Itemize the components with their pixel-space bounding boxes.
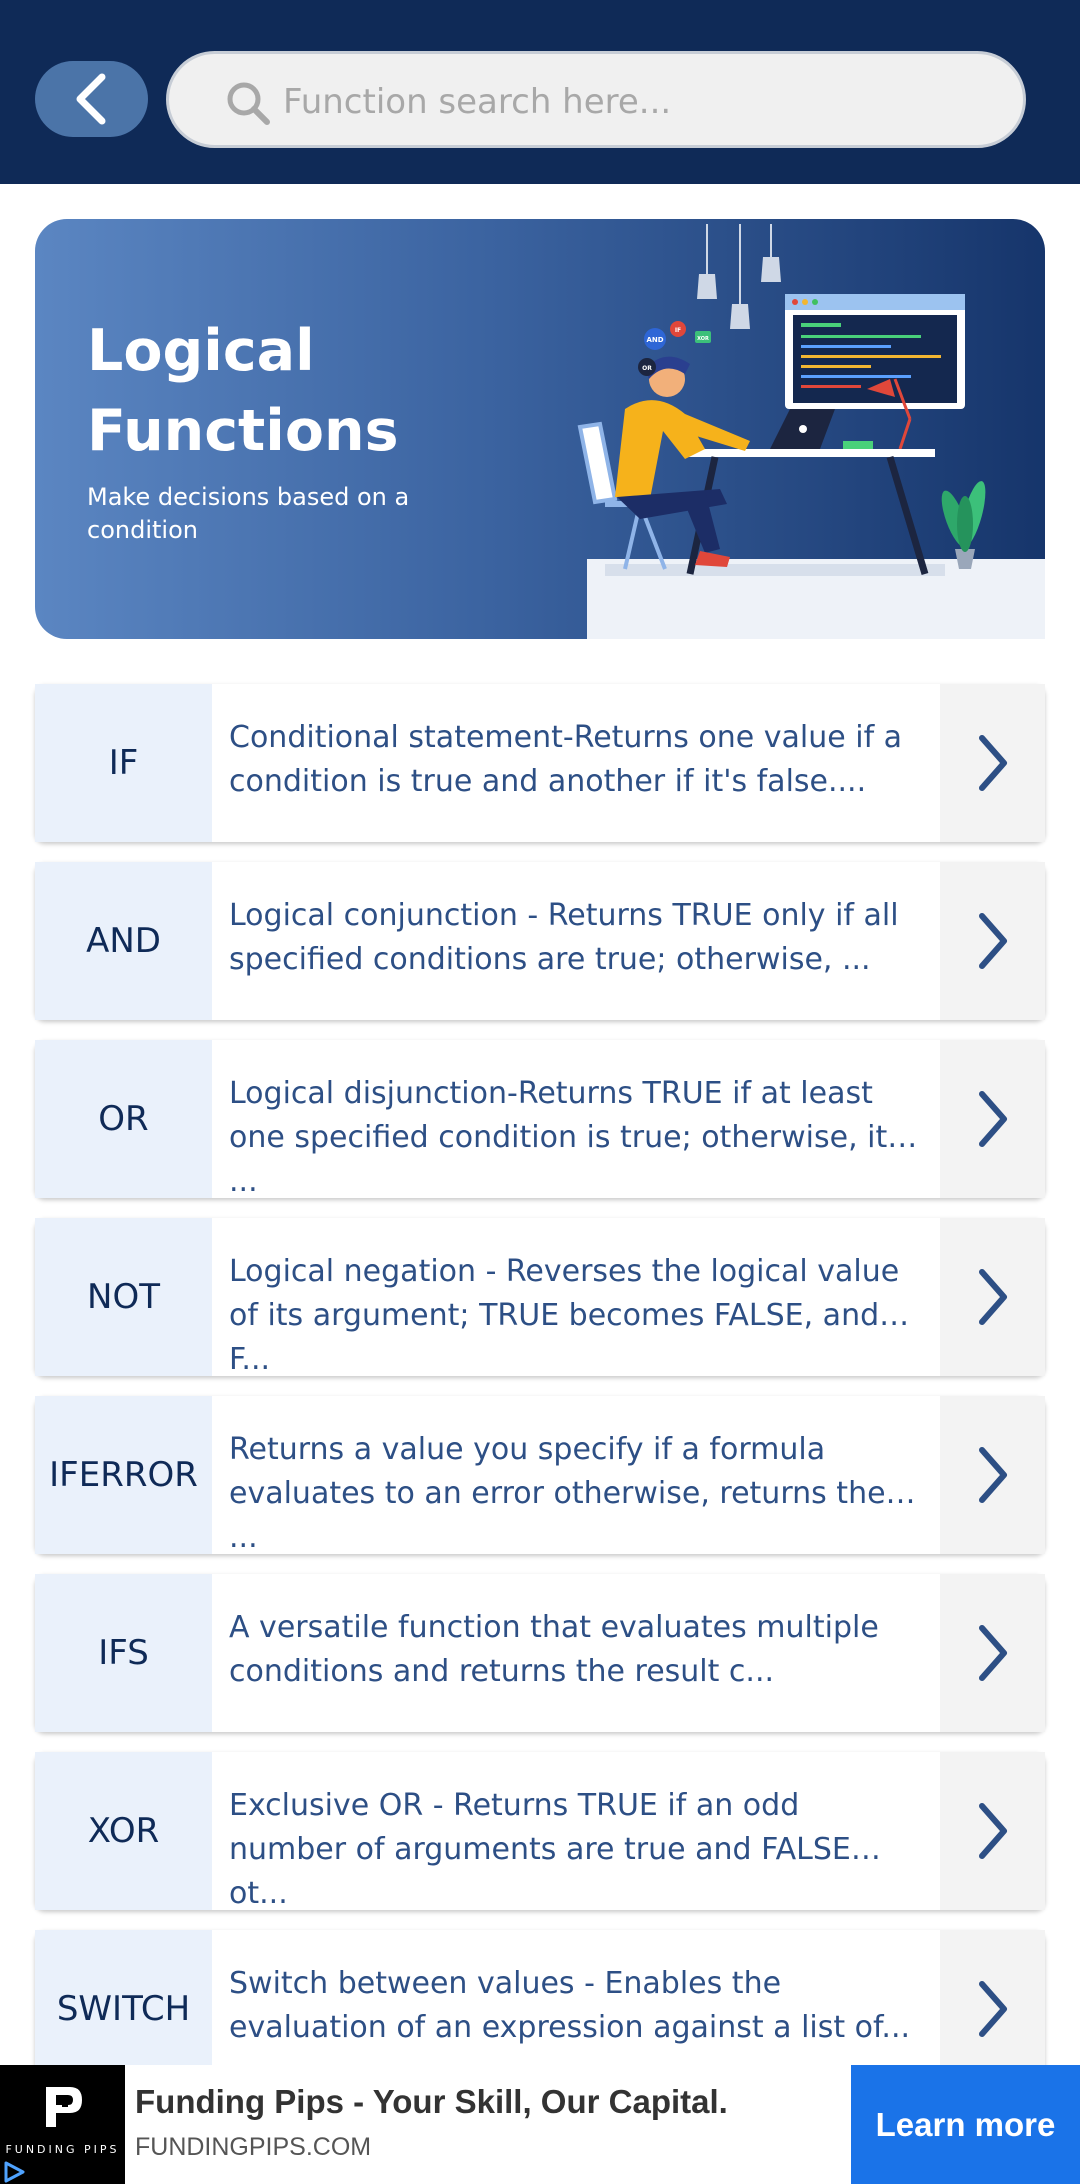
function-description: Switch between values - Enables the evaluation of an expression against a list of... — [229, 1966, 911, 2045]
function-name: IFERROR — [35, 1396, 212, 1554]
back-button[interactable] — [35, 61, 148, 137]
open-function-button[interactable] — [940, 1040, 1045, 1198]
function-name: AND — [35, 862, 212, 1020]
open-function-button[interactable] — [940, 1574, 1045, 1732]
ad-domain: FUNDINGPIPS.COM — [135, 2133, 372, 2161]
developer-illustration — [545, 219, 1045, 639]
category-banner — [35, 219, 1045, 639]
function-card-not[interactable] — [35, 1218, 1045, 1376]
function-name: SWITCH — [35, 1930, 212, 2088]
search-box[interactable] — [166, 51, 1026, 148]
chevron-right-icon — [976, 1624, 1010, 1682]
chevron-right-icon — [976, 1980, 1010, 2038]
ad-title[interactable]: Funding Pips - Your Skill, Our Capital. — [135, 2083, 728, 2120]
function-description: Logical disjunction-Returns TRUE if at least one specified condition is true; otherwise, it ... — [229, 1076, 888, 1199]
function-name: XOR — [35, 1752, 212, 1910]
advertiser-logo-text: FUNDING PIPS — [5, 2143, 120, 2156]
advertiser-logo — [0, 2065, 125, 2184]
learn-more-button[interactable]: Learn more — [851, 2065, 1080, 2184]
badge-xor: XOR — [697, 336, 709, 342]
chevron-right-icon — [976, 1268, 1010, 1326]
search-icon — [225, 80, 271, 126]
function-name: IFS — [35, 1574, 212, 1732]
open-function-button[interactable] — [940, 862, 1045, 1020]
open-function-button[interactable] — [940, 1396, 1045, 1554]
function-card-or[interactable] — [35, 1040, 1045, 1198]
function-name: OR — [35, 1040, 212, 1198]
badge-and: AND — [646, 336, 664, 344]
badge-if: IF — [674, 327, 682, 334]
open-function-button[interactable] — [940, 684, 1045, 842]
function-name: IF — [35, 684, 212, 842]
function-description: Logical negation - Reverses the logical value of its argument; TRUE becomes FALSE, and F... — [229, 1254, 900, 1377]
chevron-left-icon — [72, 73, 112, 125]
function-description: A versatile function that evaluates multiple conditions and returns the result c... — [229, 1610, 879, 1689]
function-description: Exclusive OR - Returns TRUE if an odd number of arguments are true and FALSE ot... — [229, 1788, 851, 1911]
banner-subtitle: Make decisions based on a condition — [87, 483, 410, 544]
search-input[interactable] — [281, 66, 985, 138]
open-function-button[interactable] — [940, 1218, 1045, 1376]
top-bar — [0, 0, 1080, 184]
function-card-ifs[interactable] — [35, 1574, 1045, 1732]
ad-choices-icon[interactable] — [2, 2160, 26, 2184]
function-card-iferror[interactable] — [35, 1396, 1045, 1554]
function-card-and[interactable] — [35, 862, 1045, 1020]
chevron-right-icon — [976, 1802, 1010, 1860]
open-function-button[interactable] — [940, 1752, 1045, 1910]
chevron-right-icon — [976, 1446, 1010, 1504]
banner-title: Logical Functions — [87, 318, 399, 464]
chevron-right-icon — [976, 912, 1010, 970]
function-description: Returns a value you specify if a formula evaluates to an error otherwise, returns the ... — [229, 1432, 886, 1555]
function-card-if[interactable] — [35, 684, 1045, 842]
badge-or: OR — [642, 365, 652, 372]
function-card-xor[interactable] — [35, 1752, 1045, 1910]
chevron-right-icon — [976, 1090, 1010, 1148]
chevron-right-icon — [976, 734, 1010, 792]
funding-pips-logo-icon — [0, 2065, 125, 2145]
function-description: Logical conjunction - Returns TRUE only if all specified conditions are true; otherwise, ... — [229, 898, 899, 977]
ad-banner[interactable] — [0, 2065, 1080, 2184]
function-description: Conditional statement-Returns one value if a condition is true and another if it's false.... — [229, 720, 903, 799]
function-name: NOT — [35, 1218, 212, 1376]
